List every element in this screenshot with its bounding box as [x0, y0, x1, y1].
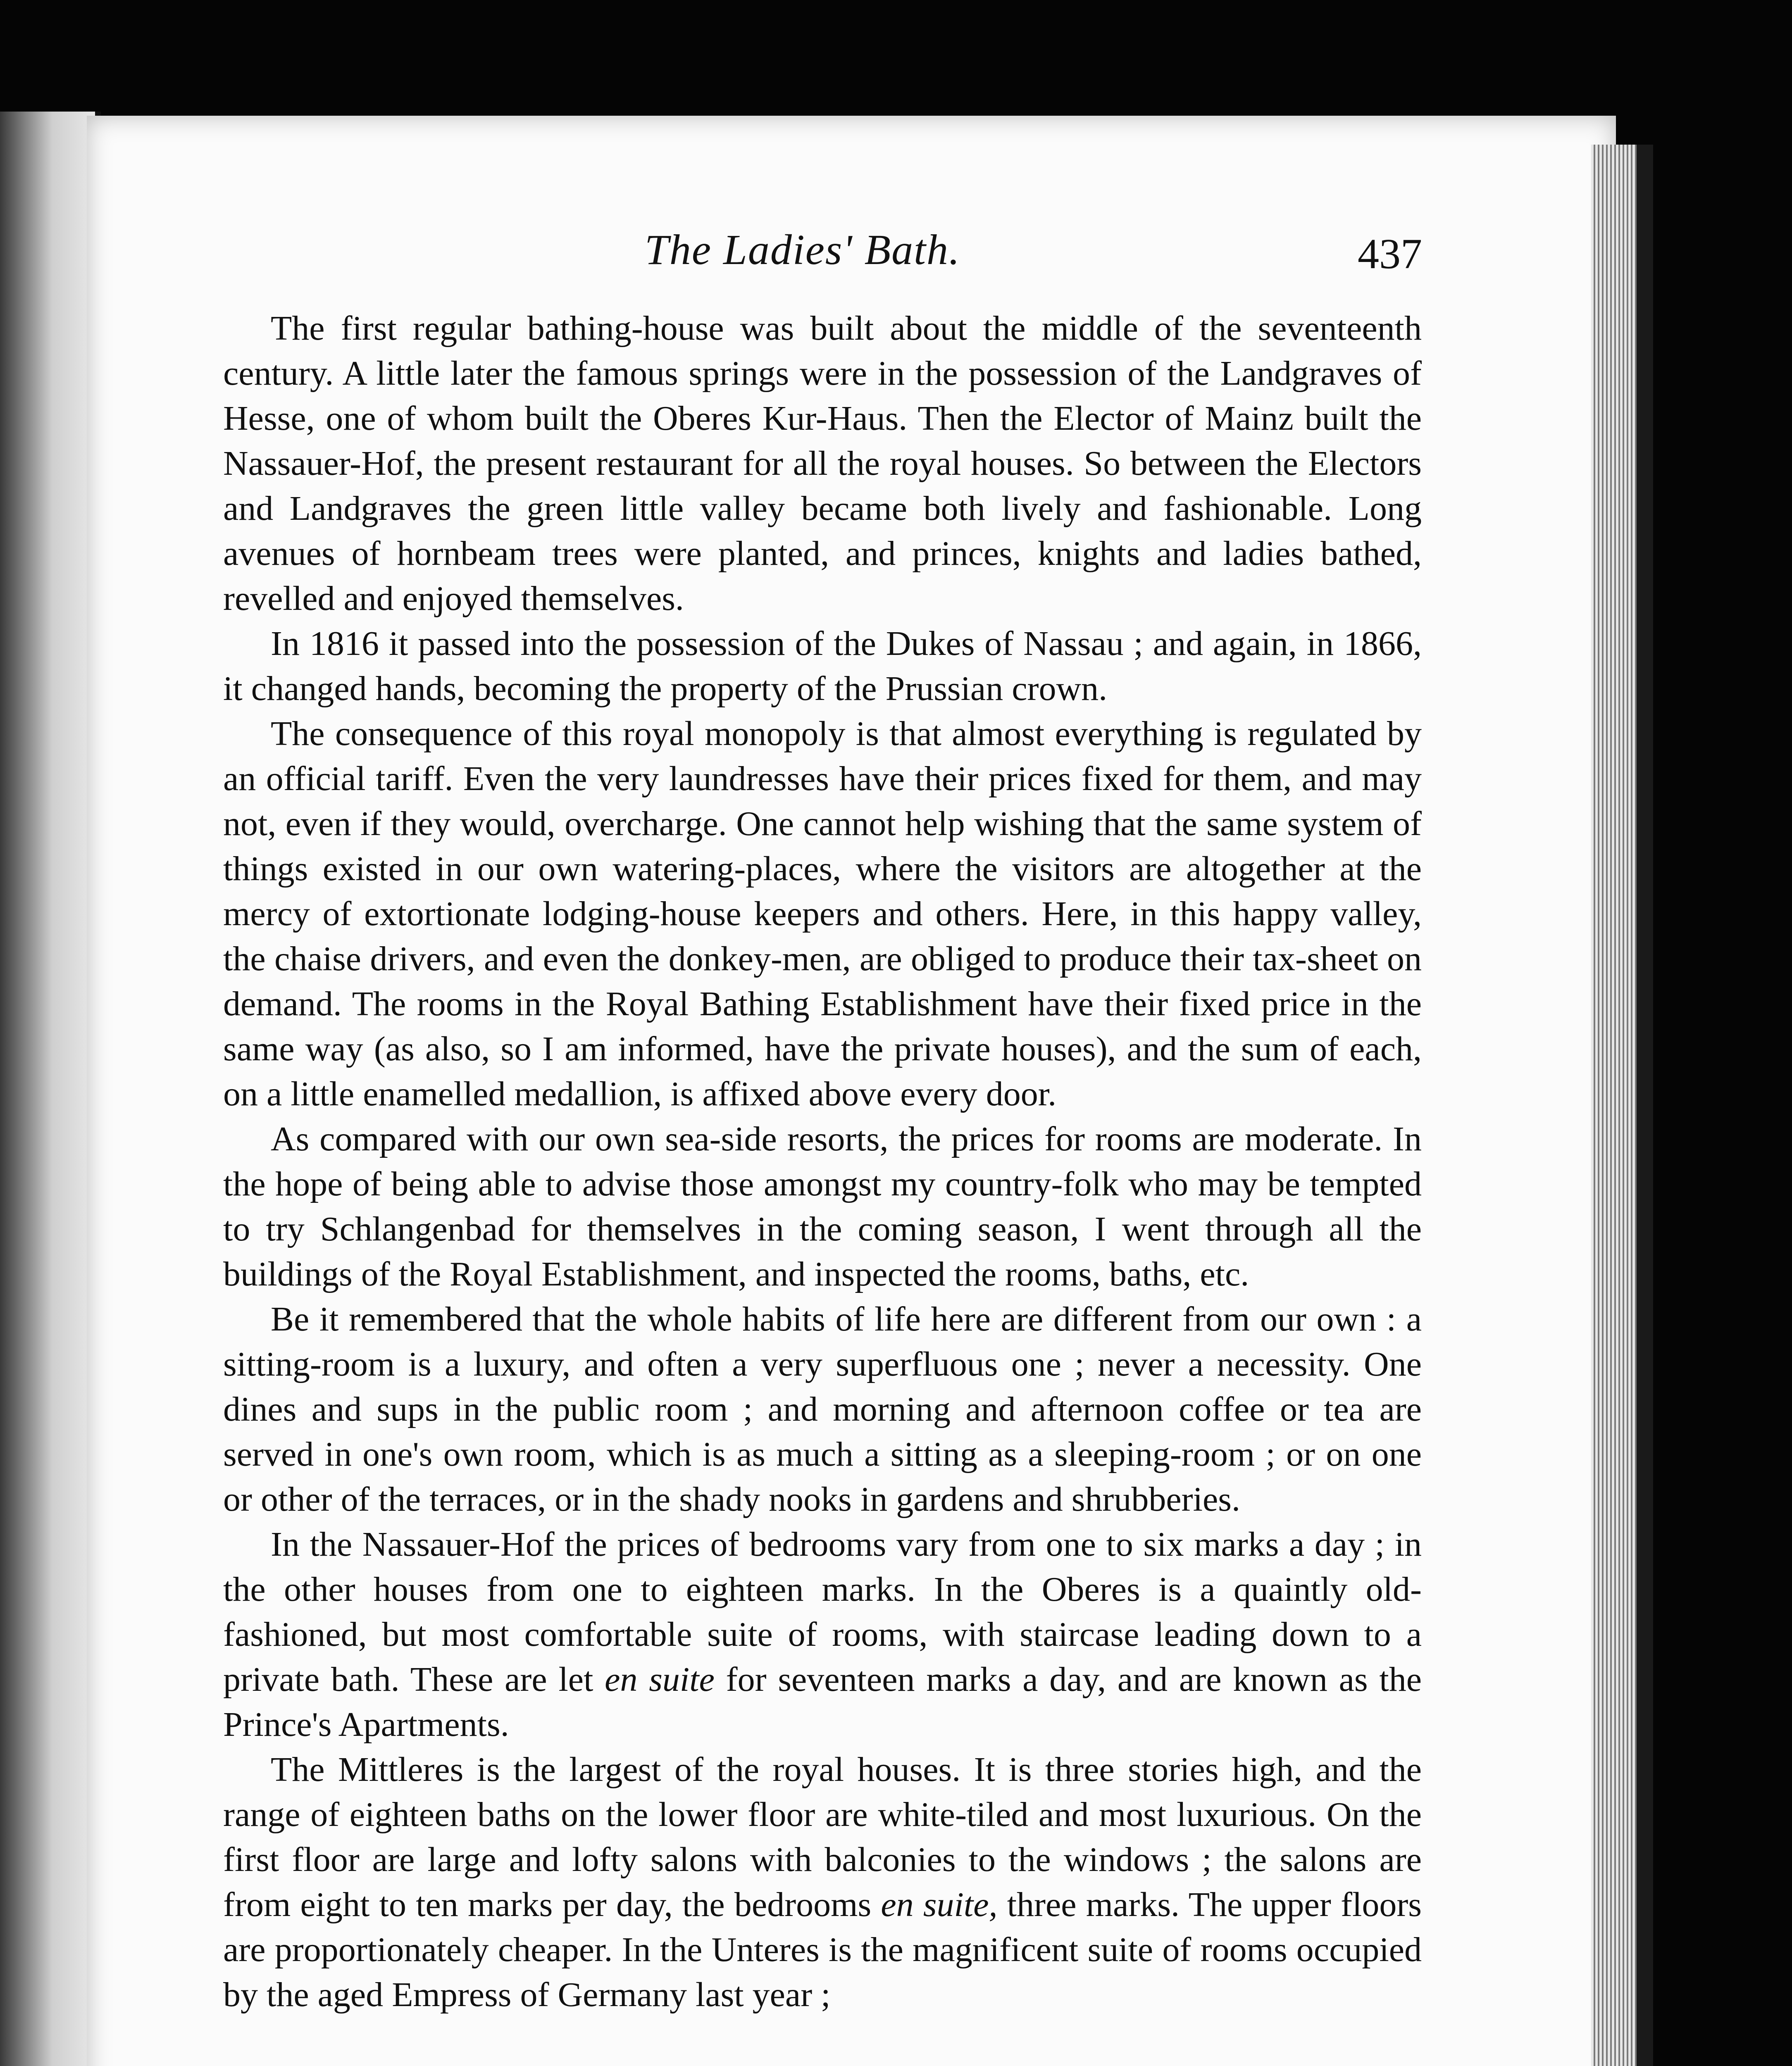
paragraph: Be it remembered that the whole habits of life here are different from our own : a sitting-room is a luxury, and often a very superfluous one ; never a necessity. One dines and sups in the public room ; and morning and afternoon coffee or tea are served in one's own room, which is as much a sitting as a sleeping-room ; or on one or other of the terraces, or in the shady nooks in gardens and shrubberies.: [223, 1300, 1422, 1519]
paragraph: [223, 1747, 1422, 2017]
paragraph-text: three marks. The upper floors are proportionately cheaper. In the Unteres is the magnificent suite of rooms occupied by the aged Empress of Germany last year ;: [223, 1885, 1422, 2014]
running-head: The Ladies' Bath.: [645, 226, 961, 274]
paragraph-text: The Mittleres is the largest of the royal houses. It is three stories high, and the range of eighteen baths on the lower floor are white-tiled and most luxurious. On the first floor are large and lofty salons with balconies to the windows ; the salons are from eight to ten marks per day, the bedrooms: [223, 1750, 1422, 1924]
paragraph-text: for seventeen marks a day, and are known as the Prince's Apartments.: [223, 1660, 1422, 1744]
paragraph-text: In the Nassauer-Hof the prices of bedrooms vary from one to six marks a day ; in the other houses from one to eighteen marks. In the Oberes is a quaintly old-fashioned, but most comfortable suite of rooms, with staircase leading down to a private bath. These are let: [223, 1525, 1422, 1699]
paragraph: The consequence of this royal monopoly is that almost everything is regulated by an official tariff. Even the very laundresses have their prices fixed for them, and may not, even if they would, overcharge. One cannot help wishing that the same system of things existed in our own watering-places, where the visitors are altogether at the mercy of extortionate lodging-house keepers and others. Here, in this happy valley, the chaise drivers, and even the donkey-men, are obliged to produce their tax-sheet on demand. The rooms in the Royal Bathing Establishment have their fixed price in the same way (as also, so I am informed, have the private houses), and the sum of each, on a little enamelled medallion, is affixed above every door.: [223, 714, 1422, 1113]
body-text: [223, 306, 1422, 2017]
italic-phrase: en suite,: [881, 1885, 998, 1924]
paragraph: As compared with our own sea-side resorts, the prices for rooms are moderate. In the hope of being able to advise those amongst my country-folk who may be tempted to try Schlangenbad for themselves in the coming season, I went through all the buildings of the Royal Establishment, and inspected the rooms, baths, etc.: [223, 1120, 1422, 1293]
book-spine-shadow: [1637, 145, 1653, 2066]
paragraph: The first regular bathing-house was built about the middle of the seventeenth century. A little later the famous springs were in the possession of the Landgraves of Hesse, one of whom built the Oberes Kur-Haus. Then the Elector of Mainz built the Nassauer-Hof, the present restaurant for all the royal houses. So between the Electors and Landgraves the green little valley became both lively and fashionable. Long avenues of hornbeam trees were planted, and princes, knights and ladies bathed, revelled and enjoyed themselves.: [223, 309, 1422, 618]
page-number: 437: [1358, 230, 1422, 278]
page-stack-edges: [1591, 145, 1641, 2066]
paragraph: In 1816 it passed into the possession of the Dukes of Nassau ; and again, in 1866, it changed hands, becoming the property of the Prussian crown.: [223, 624, 1422, 708]
italic-phrase: en suite: [605, 1660, 715, 1699]
paragraph: [223, 1522, 1422, 1747]
previous-page-edge: [0, 112, 101, 2066]
